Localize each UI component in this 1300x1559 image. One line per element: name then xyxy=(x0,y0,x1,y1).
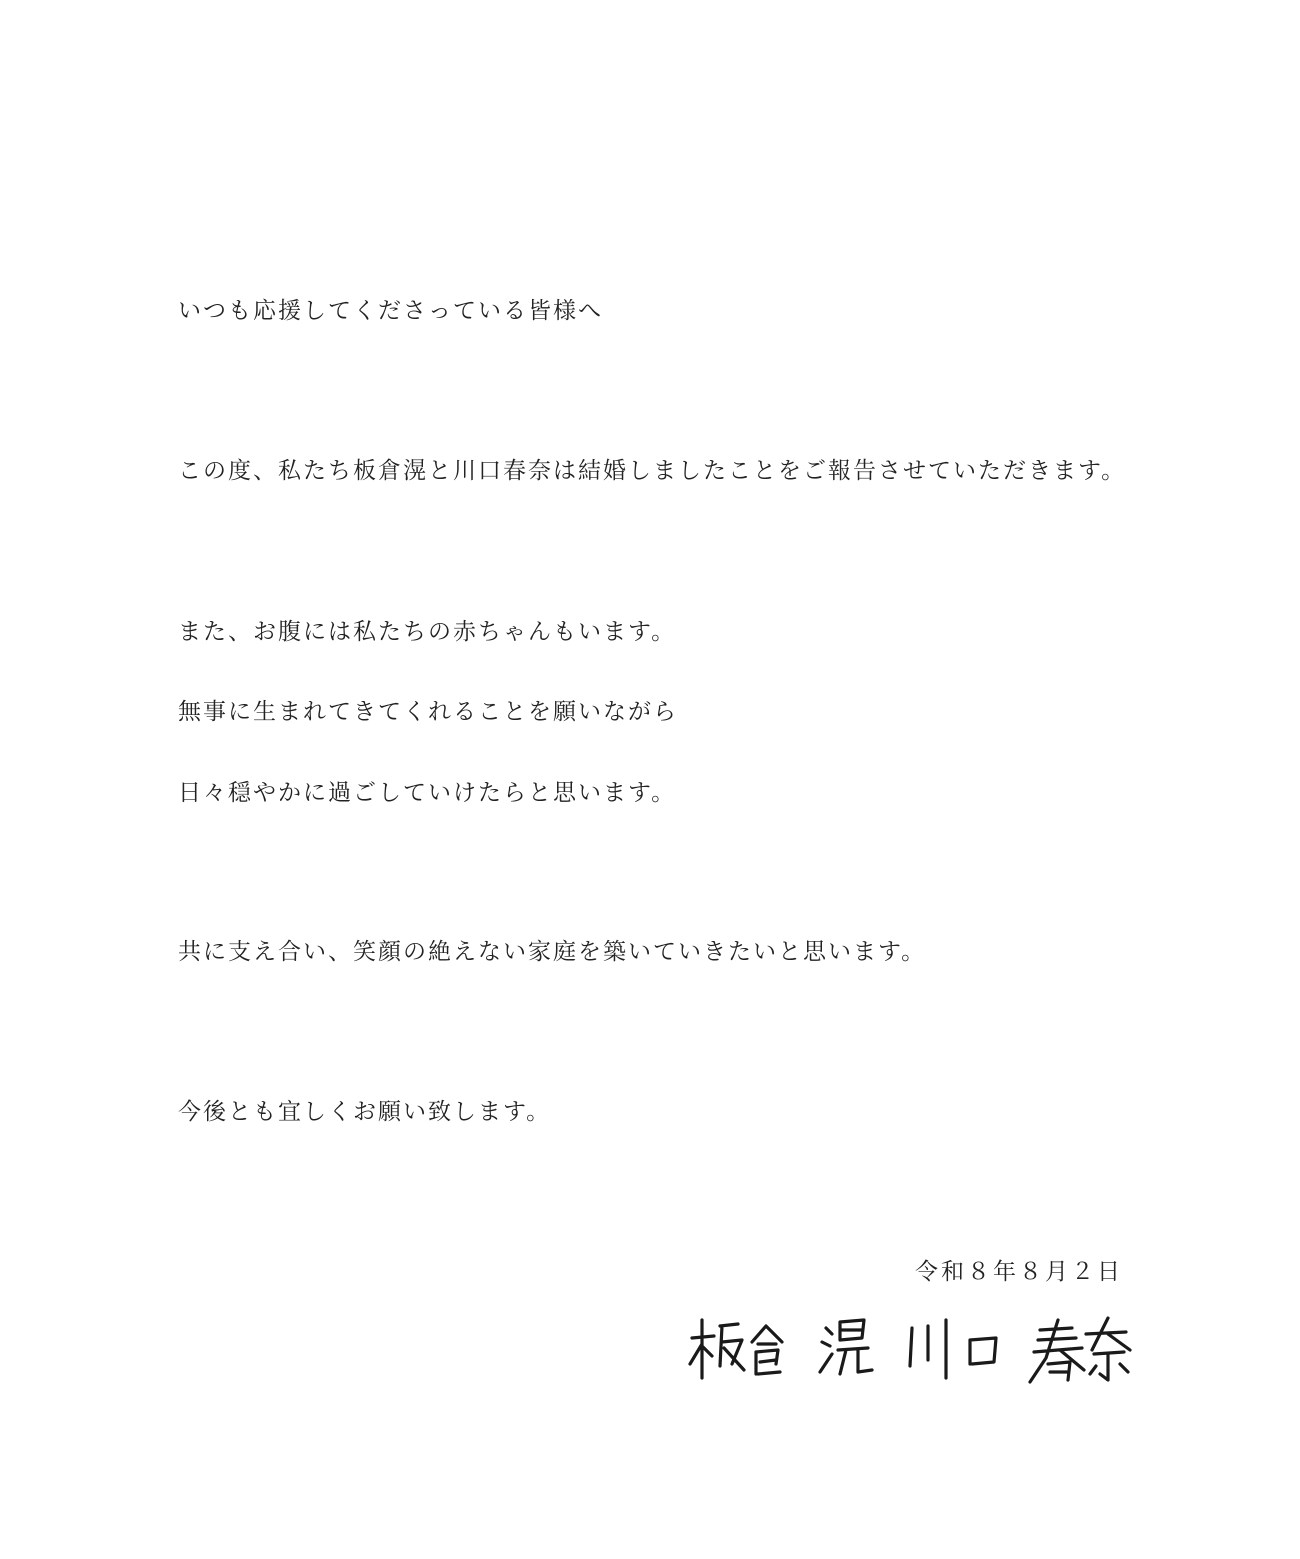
handwritten-signature xyxy=(680,1308,1140,1388)
marriage-announcement-line: この度、私たち板倉滉と川口春奈は結婚しましたことをご報告させていただきます。 xyxy=(178,458,1127,484)
future-wishes-line: 共に支え合い、笑顔の絶えない家庭を築いていきたいと思います。 xyxy=(178,939,927,965)
letter-date: 令和８年８月２日 xyxy=(915,1259,1123,1285)
signature-drawing xyxy=(680,1308,1140,1388)
pregnancy-line-3: 日々穏やかに過ごしていけたらと思います。 xyxy=(178,780,677,806)
pregnancy-line-1: また、お腹には私たちの赤ちゃんもいます。 xyxy=(178,619,677,645)
closing-line: 今後とも宜しくお願い致します。 xyxy=(178,1099,552,1125)
greeting-line: いつも応援してくださっている皆様へ xyxy=(178,298,603,324)
pregnancy-line-2: 無事に生まれてきてくれることを願いながら xyxy=(178,699,678,725)
